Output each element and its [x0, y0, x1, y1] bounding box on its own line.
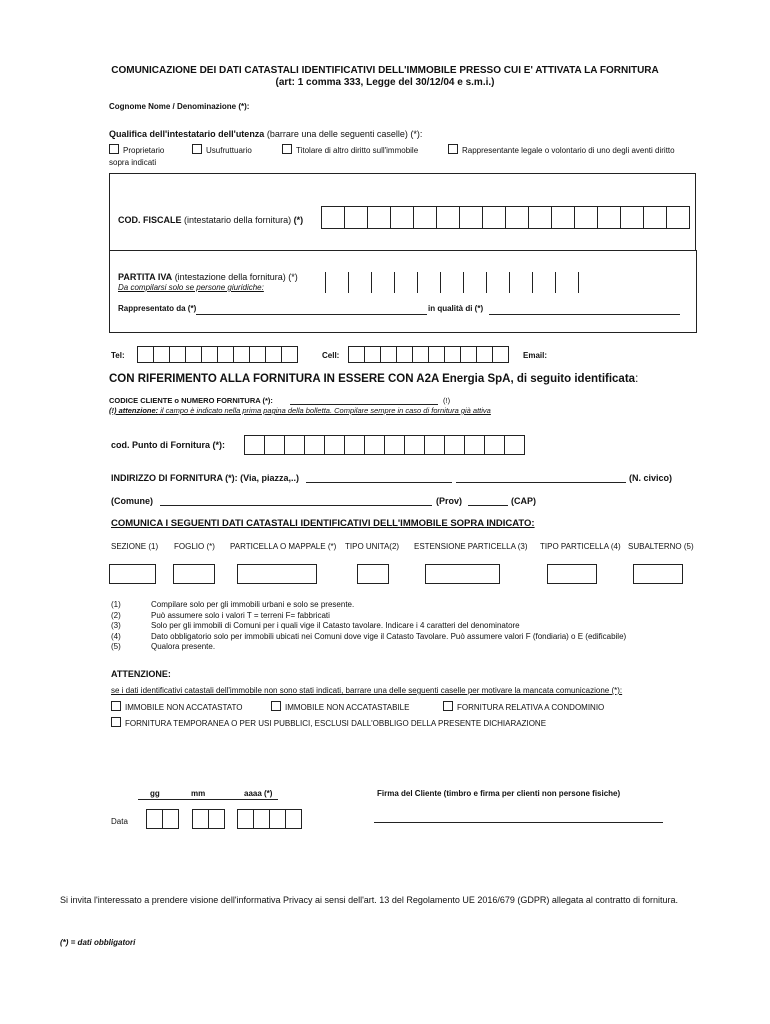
riferimento-heading: CON RIFERIMENTO ALLA FORNITURA IN ESSERE CON A2A Energia SpA, di seguito identificata: — [109, 373, 639, 385]
qualifica-option-titolare[interactable]: Titolare di altro diritto sull'immobile — [282, 144, 418, 155]
cod-fiscale-cell[interactable] — [367, 206, 391, 229]
date-aaaa-label: aaaa (*) — [244, 789, 273, 798]
cell-label: Cell: — [322, 351, 340, 360]
pod-cell[interactable] — [344, 435, 365, 455]
frame-left-border — [109, 250, 110, 332]
date-cell[interactable] — [162, 809, 179, 829]
date-cell[interactable] — [146, 809, 163, 829]
pod-cell[interactable] — [324, 435, 345, 455]
qualifica-option-rappresentante[interactable]: Rappresentante legale o volontario di uno degli aventi diritto — [448, 144, 675, 155]
col-subalterno: SUBALTERNO (5) — [628, 542, 694, 551]
cell-cell[interactable] — [396, 346, 413, 363]
date-cell[interactable] — [253, 809, 270, 829]
note-text: Può assumere solo i valori T = terreni F= fabbricati — [151, 610, 330, 620]
firma-label: Firma del Cliente (timbro e firma per clienti non persone fisiche) — [377, 789, 621, 798]
cod-fiscale-cell[interactable] — [436, 206, 460, 229]
qualita-label: in qualità di (*) — [428, 304, 484, 313]
note-number: (3) — [111, 621, 121, 630]
partita-iva-cell-divider — [532, 272, 533, 293]
checkbox-icon[interactable] — [448, 144, 458, 154]
document-title: COMUNICAZIONE DEI DATI CATASTALI IDENTIFICATIVI DELL'IMMOBILE PRESSO CUI E' ATTIVATA LA FORNITURA — [111, 65, 659, 76]
qualifica-continuation: sopra indicati — [109, 158, 157, 167]
frame-bottom-border — [109, 332, 697, 333]
frame-right-border — [696, 250, 697, 332]
partita-iva-cell-divider — [371, 272, 372, 293]
codice-cliente-input-line[interactable] — [290, 404, 438, 405]
email-label: Email: — [523, 351, 548, 360]
col-foglio: FOGLIO (*) — [174, 542, 215, 551]
partita-iva-subnote: Da compilarsi solo se persone giuridiche: — [118, 283, 264, 292]
note-number: (1) — [111, 600, 121, 609]
cap-label: (CAP) — [511, 496, 536, 506]
pod-cell[interactable] — [424, 435, 445, 455]
checkbox-icon[interactable] — [282, 144, 292, 154]
comune-input-line[interactable] — [160, 505, 432, 506]
date-header-line — [138, 799, 278, 800]
date-cell[interactable] — [285, 809, 302, 829]
date-cell[interactable] — [192, 809, 209, 829]
tel-cell[interactable] — [249, 346, 266, 363]
pod-cell[interactable] — [444, 435, 465, 455]
tel-cell[interactable] — [281, 346, 298, 363]
col-sezione: SEZIONE (1) — [111, 542, 159, 551]
qualita-input-line[interactable] — [489, 314, 680, 315]
pod-cell[interactable] — [504, 435, 525, 455]
firma-signature-line[interactable] — [374, 822, 663, 823]
col-estensione: ESTENSIONE PARTICELLA (3) — [414, 542, 528, 551]
attenzione-heading: ATTENZIONE: — [111, 669, 171, 679]
tel-cell[interactable] — [153, 346, 170, 363]
tel-cell[interactable] — [137, 346, 154, 363]
cod-fiscale-cell[interactable] — [413, 206, 437, 229]
cod-fiscale-cell[interactable] — [459, 206, 483, 229]
estensione-input[interactable] — [425, 564, 500, 584]
date-cell[interactable] — [237, 809, 254, 829]
cod-fiscale-cell[interactable] — [620, 206, 644, 229]
privacy-note: Si invita l'interessato a prendere visione dell'informativa Privacy ai sensi dell'art. 13 del Regolamento UE 2016/679 (GDPR) allegata al contratto di fornitura. — [60, 895, 678, 905]
comune-label: (Comune) — [111, 496, 153, 506]
cod-fiscale-label: COD. FISCALE (intestatario della fornitura) (*) — [118, 215, 304, 225]
qualifica-label-note: (barrare una delle seguenti caselle) (*): — [266, 129, 423, 139]
note-text: Compilare solo per gli immobili urbani e solo se presente. — [151, 600, 355, 609]
attenzione-option-temporanea[interactable]: FORNITURA TEMPORANEA O PER USI PUBBLICI, ESCLUSI DALL'OBBLIGO DELLA PRESENTE DICHIARAZIONE — [111, 717, 546, 728]
cognome-label: Cognome Nome / Denominazione (*): — [109, 102, 250, 111]
codice-cliente-row — [109, 396, 273, 405]
attenzione-option-non-accatastabile[interactable]: IMMOBILE NON ACCATASTABILE — [271, 701, 409, 712]
tel-cell[interactable] — [201, 346, 218, 363]
partita-iva-cell-divider — [486, 272, 487, 293]
codice-cliente-mark: (!) — [443, 396, 451, 405]
cod-fiscale-cell[interactable] — [390, 206, 414, 229]
qualifica-option-usufruttuario[interactable]: Usufruttuario — [192, 144, 252, 155]
col-tipo-particella: TIPO PARTICELLA (4) — [540, 542, 621, 551]
qualifica-label-bold: Qualifica dell'intestatario dell'utenza — [109, 129, 265, 139]
note-text: Dato obbligatorio solo per immobili ubicati nei Comuni dove vige il Catasto Tavolare. Può assumere valori F (fondiaria) o E (edificabile) — [151, 631, 627, 641]
note-text: Qualora presente. — [151, 642, 216, 651]
tipo-particella-input[interactable] — [547, 564, 597, 584]
pod-cell[interactable] — [304, 435, 325, 455]
cod-fiscale-cell[interactable] — [597, 206, 621, 229]
note-text: Solo per gli immobili di Comuni per i quali vige il Catasto tavolare. Indicare i 4 caratteri del denominatore — [151, 621, 520, 630]
pod-cell[interactable] — [384, 435, 405, 455]
pod-cell[interactable] — [484, 435, 505, 455]
cod-fiscale-cell[interactable] — [528, 206, 552, 229]
checkbox-icon[interactable] — [109, 144, 119, 154]
partita-iva-cell-divider — [394, 272, 395, 293]
cod-fiscale-cell[interactable] — [505, 206, 529, 229]
cod-fiscale-cell[interactable] — [321, 206, 345, 229]
checkbox-icon[interactable] — [192, 144, 202, 154]
cell-cell[interactable] — [428, 346, 445, 363]
qualifica-option-proprietario[interactable]: Proprietario — [109, 144, 164, 155]
checkbox-icon[interactable] — [111, 701, 121, 711]
date-cell[interactable] — [269, 809, 286, 829]
attenzione-text: se i dati identificativi catastali dell'immobile non sono stati indicati, barrare una delle seguenti caselle per motivare la mancata comunicazione (*): — [111, 686, 623, 695]
cell-cell[interactable] — [476, 346, 493, 363]
prov-input-line[interactable] — [468, 505, 508, 506]
tel-cell[interactable] — [233, 346, 250, 363]
partita-iva-cell-divider — [440, 272, 441, 293]
pod-cell[interactable] — [284, 435, 305, 455]
partita-iva-cell-divider — [578, 272, 579, 293]
cod-fiscale-cell[interactable] — [482, 206, 506, 229]
civico-label: (N. civico) — [629, 473, 673, 483]
indirizzo-label: INDIRIZZO DI FORNITURA (*): (Via, piazza,..) — [111, 473, 300, 483]
cell-cell[interactable] — [460, 346, 477, 363]
cod-fiscale-cell[interactable] — [574, 206, 598, 229]
date-mm-label: mm — [191, 789, 206, 798]
pod-cell[interactable] — [244, 435, 265, 455]
prov-label: (Prov) — [436, 496, 463, 506]
cod-fiscale-cell[interactable] — [643, 206, 667, 229]
date-label: Data — [111, 817, 128, 826]
attenzione-option-non-accatastato[interactable]: IMMOBILE NON ACCATASTATO — [111, 701, 243, 712]
partita-iva-cell-divider — [509, 272, 510, 293]
col-particella: PARTICELLA O MAPPALE (*) — [230, 542, 337, 551]
cod-fiscale-cell[interactable] — [344, 206, 368, 229]
cell-cell[interactable] — [364, 346, 381, 363]
attenzione-note: (!) attenzione: il campo è indicato nella prima pagina della bolletta. Compilare sempre in caso di fornitura già attiva — [109, 406, 491, 415]
tel-cell[interactable] — [217, 346, 234, 363]
cell-cell[interactable] — [444, 346, 461, 363]
tel-cell[interactable] — [169, 346, 186, 363]
partita-iva-cell-divider — [348, 272, 349, 293]
sezione-input[interactable] — [109, 564, 156, 584]
comunica-heading: COMUNICA I SEGUENTI DATI CATASTALI IDENTIFICATIVI DELL'IMMOBILE SOPRA INDICATO: — [111, 518, 535, 529]
partita-iva-label: PARTITA IVA (intestazione della fornitura) (*) — [118, 272, 298, 282]
date-cell[interactable] — [208, 809, 225, 829]
checkbox-icon[interactable] — [111, 717, 121, 727]
partita-iva-cell-divider — [463, 272, 464, 293]
attenzione-option-condominio[interactable]: FORNITURA RELATIVA A CONDOMINIO — [443, 701, 604, 712]
checkbox-icon[interactable] — [443, 701, 453, 711]
col-tipo-unita: TIPO UNITA(2) — [345, 542, 400, 551]
obbligatori-note: (*) = dati obbligatori — [60, 938, 136, 947]
date-gg-label: gg — [150, 789, 160, 798]
tel-cell[interactable] — [185, 346, 202, 363]
partita-iva-cell-divider — [325, 272, 326, 293]
cell-cell[interactable] — [492, 346, 509, 363]
frame-divider — [109, 250, 697, 251]
tipo-unita-input[interactable] — [357, 564, 389, 584]
cell-cell[interactable] — [348, 346, 365, 363]
partita-iva-cell-divider — [417, 272, 418, 293]
pod-cell[interactable] — [264, 435, 285, 455]
rappresentato-label: Rappresentato da (*) — [118, 304, 197, 313]
checkbox-icon[interactable] — [271, 701, 281, 711]
note-number: (4) — [111, 631, 121, 641]
foglio-input[interactable] — [173, 564, 215, 584]
qualifica-label — [109, 129, 422, 139]
civico-input-line[interactable] — [456, 482, 626, 483]
note-number: (5) — [111, 642, 121, 651]
pod-cell[interactable] — [404, 435, 425, 455]
tel-cell[interactable] — [265, 346, 282, 363]
document-subtitle: (art: 1 comma 333, Legge del 30/12/04 e s.m.i.) — [275, 77, 495, 88]
cod-fiscale-cell[interactable] — [551, 206, 575, 229]
pod-label: cod. Punto di Fornitura (*): — [111, 440, 225, 450]
subalterno-input[interactable] — [633, 564, 683, 584]
particella-input[interactable] — [237, 564, 317, 584]
partita-iva-cell-divider — [555, 272, 556, 293]
cod-fiscale-cell[interactable] — [666, 206, 690, 229]
codice-cliente-label: CODICE CLIENTE o NUMERO FORNITURA (*): — [109, 396, 273, 405]
tel-label: Tel: — [111, 351, 125, 360]
note-number: (2) — [111, 610, 121, 620]
rappresentato-input-line[interactable] — [196, 314, 427, 315]
cell-cell[interactable] — [380, 346, 397, 363]
pod-cell[interactable] — [464, 435, 485, 455]
indirizzo-input-line[interactable] — [306, 482, 452, 483]
cell-cell[interactable] — [412, 346, 429, 363]
pod-cell[interactable] — [364, 435, 385, 455]
